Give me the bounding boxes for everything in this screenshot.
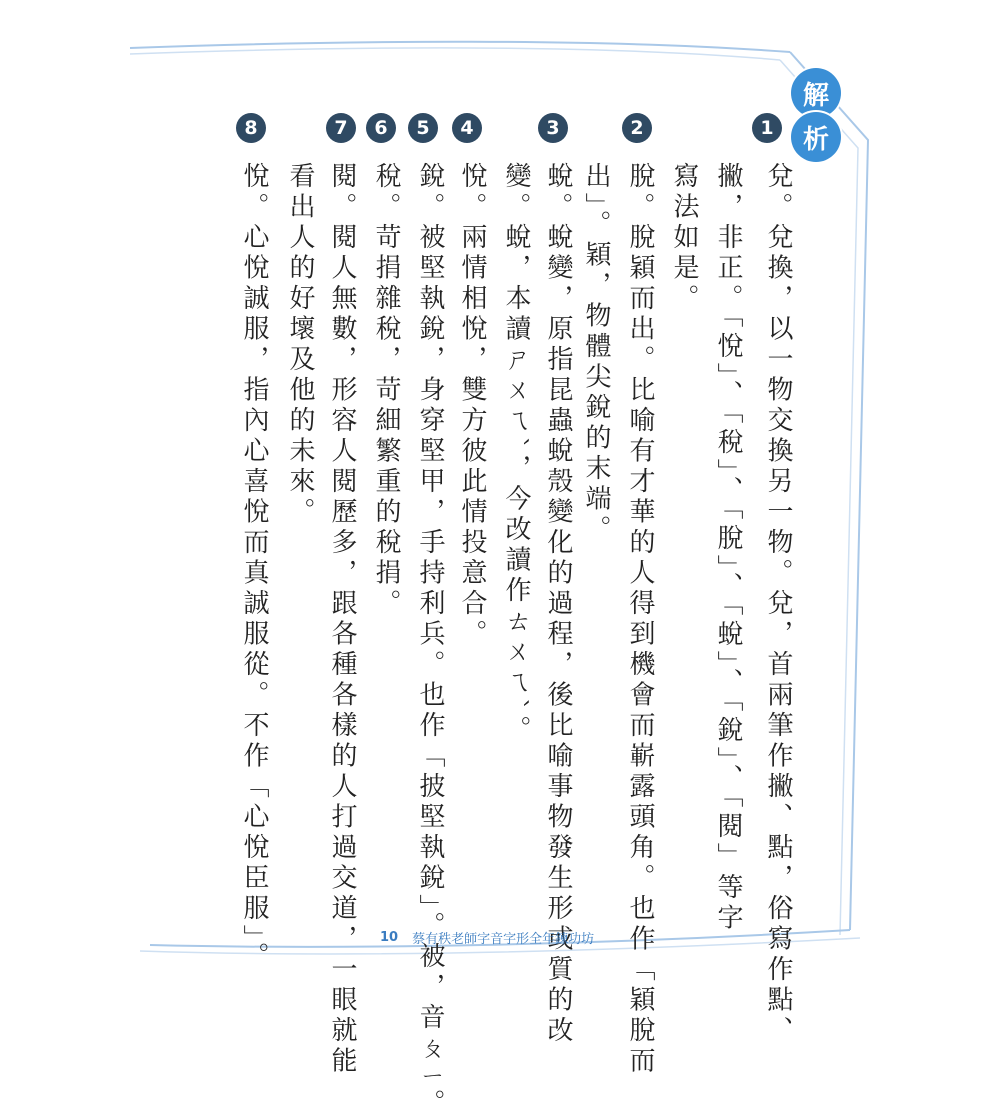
- book-title: 蔡有秩老師字音字形全年鍊功坊: [412, 932, 595, 947]
- entry-7-marker: 7: [326, 113, 356, 143]
- entry-1-line-1: 兌。兌換，以一物交換另一物。兌，首兩筆作撇、點，俗寫作點、: [763, 162, 793, 1047]
- entry-1-line-2: 撇，非正。「悅」、「稅」、「脫」、「蛻」、「銳」、「閱」等字: [713, 162, 743, 934]
- entry-5-marker: 5: [408, 113, 438, 143]
- entry-8-marker: 8: [236, 113, 266, 143]
- entry-6-marker: 6: [366, 113, 396, 143]
- badge-char-jie: 解: [791, 68, 841, 118]
- entry-7-line-1: 閱。閱人無數，形容人閱歷多，跟各種各樣的人打過交道，一眼就能: [327, 162, 357, 1077]
- entry-3-line-1: 蛻。蛻變，原指昆蟲蛻殼變化的過程，後比喻事物發生形或質的改: [543, 162, 573, 1047]
- page-footer: [380, 928, 660, 947]
- entry-3-line-2: 變。蛻，本讀ㄕㄨㄟˋ，今改讀作ㄊㄨㄟˋ。: [501, 162, 531, 746]
- entry-8-line-1: 悅。心悅誠服，指內心喜悅而真誠服從。不作「心悅臣服」。: [239, 162, 269, 973]
- entry-5-line-1: 銳。被堅執銳，身穿堅甲，手持利兵。也作「披堅執銳」。被，音ㄆㄧ。: [415, 162, 445, 1120]
- entry-3-marker: 3: [538, 113, 568, 143]
- entry-6-line-1: 稅。苛捐雜稅，苛細繁重的稅捐。: [371, 162, 401, 620]
- entry-2-line-1: 脫。脫穎而出。比喻有才華的人得到機會而嶄露頭角。也作「穎脫而: [625, 162, 655, 1077]
- entry-7-line-2: 看出人的好壞及他的未來。: [285, 162, 315, 528]
- entry-2-marker: 2: [622, 113, 652, 143]
- entry-4-marker: 4: [452, 113, 482, 143]
- badge-char-xi: 析: [791, 112, 841, 162]
- entry-2-line-2: 出」。穎，物體尖銳的末端。: [581, 162, 611, 546]
- analysis-badge: [786, 68, 846, 160]
- entry-1-line-3: 寫法如是。: [669, 162, 699, 315]
- entry-1-marker: 1: [752, 113, 782, 143]
- page-number: 10: [380, 930, 399, 945]
- entry-4-line-1: 悅。兩情相悅，雙方彼此情投意合。: [457, 162, 487, 650]
